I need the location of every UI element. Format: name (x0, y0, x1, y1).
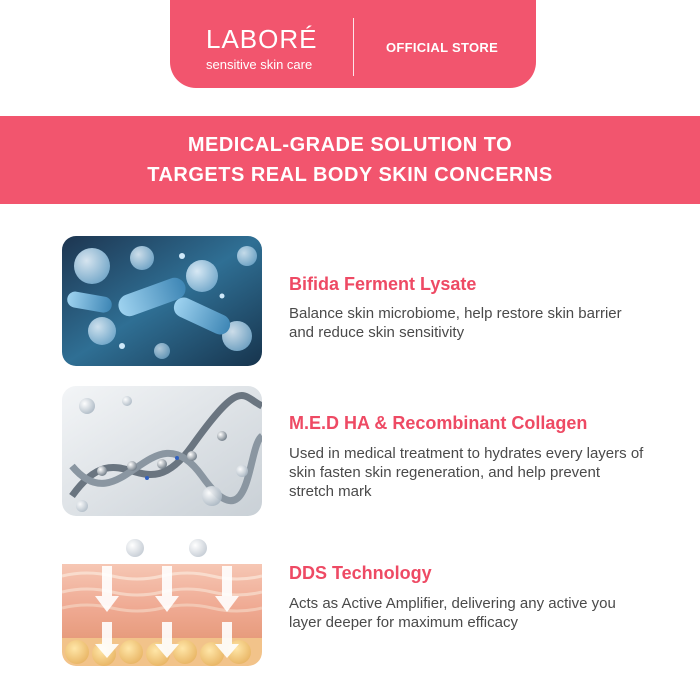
brand-tagline: sensitive skin care (206, 57, 313, 72)
headline-line-2: TARGETS REAL BODY SKIN CONCERNS (147, 164, 553, 186)
headline-line-1: MEDICAL-GRADE SOLUTION TO (187, 134, 513, 156)
feature-item-bifida (0, 236, 700, 368)
dna-helix-image (62, 386, 262, 516)
brand-logo: LABORÉ (206, 24, 318, 54)
feature-title: DDS Technology (289, 563, 432, 583)
feature-item-dds (0, 536, 700, 668)
headline-banner (0, 116, 700, 204)
feature-title: M.E.D HA & Recombinant Collagen (289, 413, 588, 433)
feature-item-ha-collagen (0, 386, 700, 518)
feature-description: Balance skin microbiome, help restore skin barrier and reduce skin sensitivity (289, 305, 622, 341)
microbiome-bacteria-image (62, 236, 262, 366)
feature-title: Bifida Ferment Lysate (289, 274, 477, 294)
brand-header-tab (170, 0, 536, 88)
header-divider (353, 18, 354, 76)
skin-layer-delivery-image (62, 536, 262, 666)
official-store-label: OFFICIAL STORE (386, 40, 499, 55)
feature-description: Used in medical treatment to hydrates every layers of skin fasten skin regeneration, and help prevent stretch mark (289, 445, 644, 500)
feature-description: Acts as Active Amplifier, delivering any active you layer deeper for maximum efficacy (289, 595, 616, 631)
